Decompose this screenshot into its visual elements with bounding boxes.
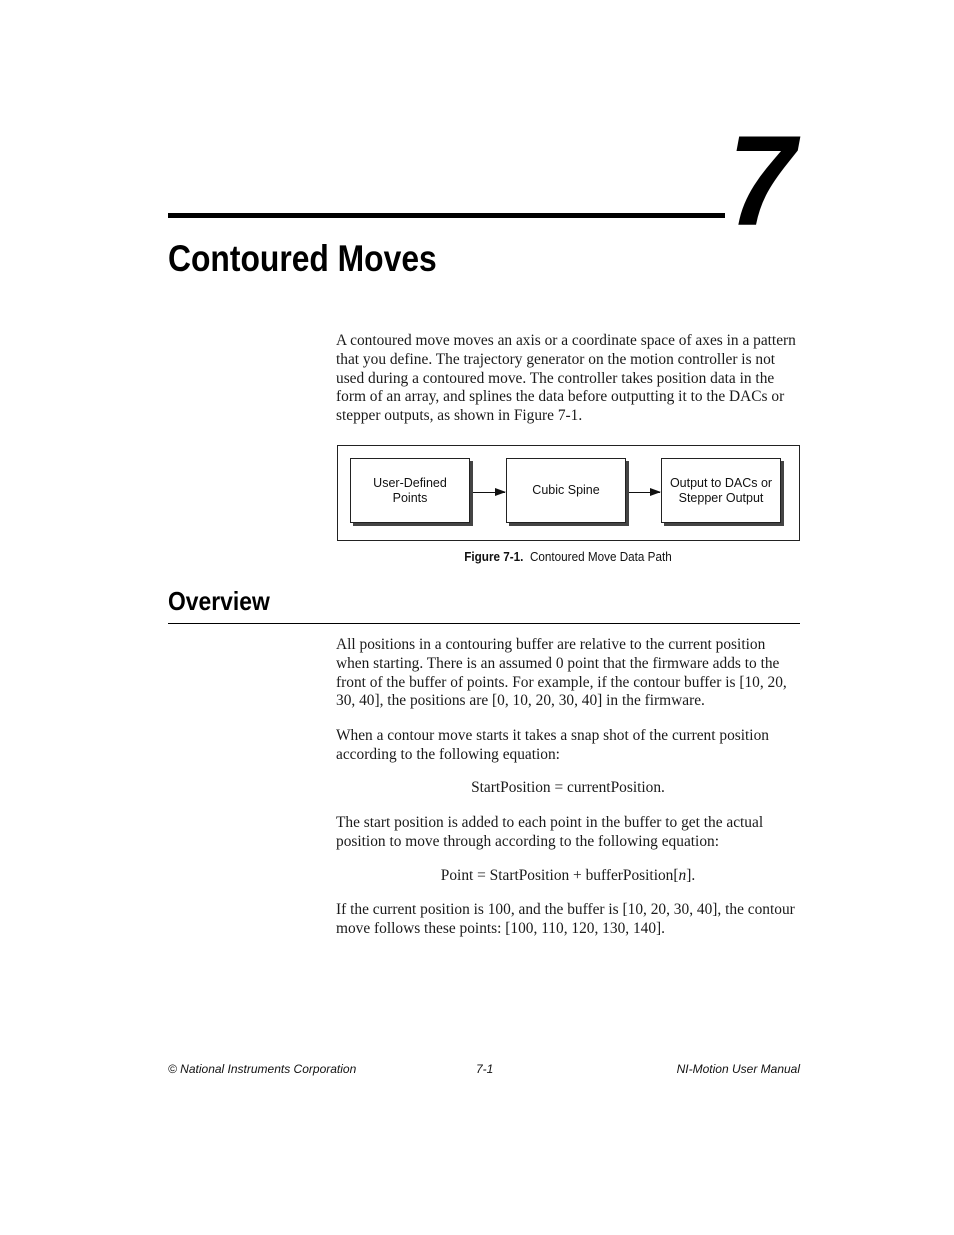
footer-page-number: 7-1	[476, 1062, 494, 1076]
figure-box-label: Cubic Spine	[532, 483, 600, 497]
section-rule	[168, 623, 800, 624]
overview-paragraph-2: When a contour move starts it takes a snap shot of the current position according to the following equation:	[336, 727, 769, 763]
figure-7-1	[337, 445, 800, 541]
overview-paragraph-3: The start position is added to each point in the buffer to get the actual position to move through according to the following equation:	[336, 814, 764, 850]
figure-box-output	[661, 458, 781, 523]
equation-point-suffix: ].	[686, 867, 696, 884]
equation-point-prefix: Point = StartPosition + bufferPosition[	[440, 867, 679, 884]
overview-paragraph-1: All positions in a contouring buffer are relative to the current position when starting. There is an assumed 0 point that the firmware adds to the front of the buffer of points. For example, if the contour buffer is [10, 20, 30, 40], the positions are [0, 10, 20, 30, 40] in the firmware.	[336, 636, 787, 710]
chapter-number: 7	[728, 110, 792, 253]
equation-start-position: StartPosition = currentPosition.	[471, 779, 665, 796]
chapter-title: Contoured Moves	[168, 238, 437, 279]
figure-box-label: Output to DACs or Stepper Output	[669, 475, 773, 505]
figure-caption-label: Figure 7-1.	[464, 549, 524, 564]
intro-paragraph: A contoured move moves an axis or a coordinate space of axes in a pattern that you define. The trajectory generator on the motion controller is not used during a contoured move. The controller takes position data in the form of an array, and splines the data before outputting it to the DACs or stepper outputs, as shown in Figure 7-1.	[336, 332, 796, 425]
figure-caption-text: Contoured Move Data Path	[529, 549, 672, 564]
chapter-rule	[168, 213, 725, 218]
figure-box-cubic-spine	[506, 458, 626, 523]
section-heading-overview: Overview	[168, 586, 270, 616]
overview-paragraph-4: If the current position is 100, and the buffer is [10, 20, 30, 40], the contour move follows these points: [100, 110, 120, 130, 140].	[336, 901, 795, 937]
figure-caption	[359, 549, 777, 565]
equation-point-variable: n	[678, 867, 687, 884]
arrow-right-icon	[473, 492, 505, 493]
arrow-right-icon	[629, 492, 660, 493]
figure-box-user-defined-points	[350, 458, 470, 523]
equation-point	[336, 867, 800, 886]
footer-copyright: © National Instruments Corporation	[168, 1062, 357, 1076]
footer-manual-title: NI-Motion User Manual	[676, 1062, 800, 1076]
figure-box-label: User-Defined Points	[373, 475, 447, 505]
